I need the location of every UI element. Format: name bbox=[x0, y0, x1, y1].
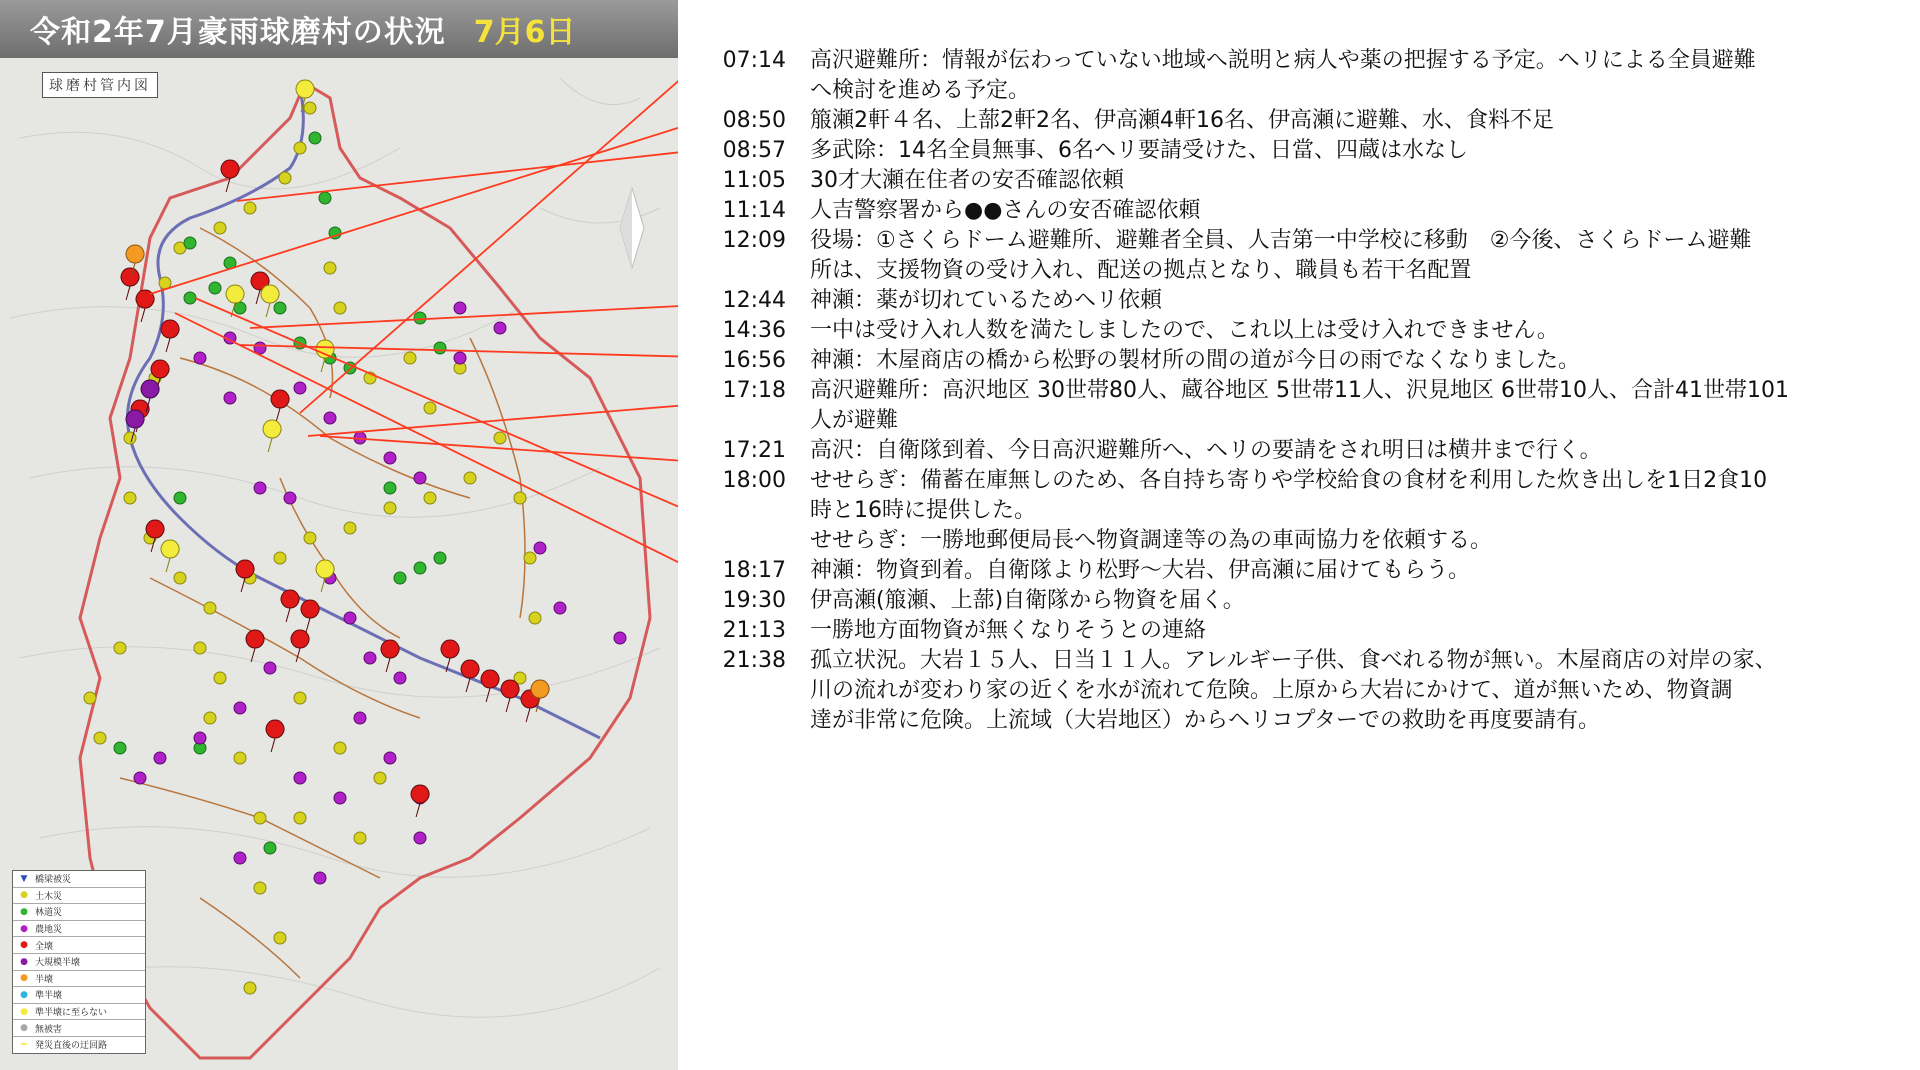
legend-item-label: 全壊 bbox=[35, 941, 54, 952]
log-entry bbox=[700, 286, 1910, 316]
legend-item bbox=[13, 987, 145, 1004]
log-entry-text: 神瀬：木屋商店の橋から松野の製材所の間の道が今日の雨でなくなりました。 bbox=[810, 348, 1581, 373]
blue-triangle-icon: ▼ bbox=[20, 873, 28, 884]
log-entry-time: 08:57 bbox=[722, 138, 786, 163]
grey-pin-icon: ● bbox=[20, 1023, 28, 1034]
legend-item bbox=[13, 1004, 145, 1021]
title-bar bbox=[0, 0, 678, 58]
log-entry-text: 役場：①さくらドーム避難所、避難者全員、人吉第一中学校に移動 ②今後、さくらドーム避難 所は、支援物資の受け入れ、配送の拠点となり、職員も若干名配置 bbox=[810, 228, 1752, 283]
log-entry bbox=[700, 46, 1910, 106]
log-entry-time: 07:14 bbox=[722, 48, 786, 73]
legend-item-label: 林道災 bbox=[35, 908, 63, 919]
orange-pin-icon: ● bbox=[20, 973, 28, 984]
village-boundary bbox=[80, 83, 650, 1058]
log-entry-time: 11:14 bbox=[722, 198, 786, 223]
log-entry-text: 孤立状況。大岩１５人、日当１１人。アレルギー子供、食べれる物が無い。木屋商店の対岸の家、 川の流れが変わり家の近くを水が流れて危険。上原から大岩にかけて、道が無いため、物資調 達が非常に危険。上流域（大岩地区）からヘリコプターでの救助を再度要請有。 bbox=[810, 648, 1777, 733]
log-entry bbox=[700, 106, 1910, 136]
log-entry-time: 17:18 bbox=[722, 378, 786, 403]
log-entry-time: 12:09 bbox=[722, 228, 786, 253]
log-entry-text: 一勝地方面物資が無くなりそうとの連絡 bbox=[810, 618, 1207, 643]
log-entry-text: 神瀬：薬が切れているためヘリ依頼 bbox=[810, 288, 1163, 313]
pins-orange bbox=[126, 245, 549, 712]
log-entry-text: 一中は受け入れ人数を満たしましたので、これ以上は受け入れできません。 bbox=[810, 318, 1559, 343]
activity-log bbox=[700, 46, 1910, 736]
red-pin-icon: ● bbox=[20, 940, 28, 951]
legend-item-label: 農地災 bbox=[35, 925, 63, 936]
yellow-dot-icon: ● bbox=[20, 890, 28, 901]
legend-item bbox=[13, 1037, 145, 1053]
log-entry-time: 21:38 bbox=[722, 648, 786, 673]
legend-item bbox=[13, 937, 145, 954]
kuma-river bbox=[128, 88, 601, 738]
dots-purple bbox=[134, 302, 626, 884]
log-entry-text: 伊高瀬(箙瀬、上蔀)自衛隊から物資を届く。 bbox=[810, 588, 1245, 613]
log-entry-text: 神瀬：物資到着。自衛隊より松野～大岩、伊高瀬に届けてもらう。 bbox=[810, 558, 1471, 583]
legend-item bbox=[13, 871, 145, 888]
log-entry bbox=[700, 136, 1910, 166]
log-entry bbox=[700, 226, 1910, 286]
log-entry bbox=[700, 316, 1910, 346]
purple-dot-icon: ● bbox=[20, 923, 28, 934]
log-entry bbox=[700, 556, 1910, 586]
log-entry-time: 11:05 bbox=[722, 168, 786, 193]
log-entry-time bbox=[700, 526, 810, 556]
legend-item bbox=[13, 954, 145, 971]
log-entry-text: せせらぎ：一勝地郵便局長へ物資調達等の為の車両協力を依頼する。 bbox=[810, 528, 1493, 553]
pins-yellow bbox=[161, 80, 334, 592]
map-title: 令和2年7月豪雨球磨村の状況 bbox=[30, 15, 446, 50]
green-dot-icon: ● bbox=[20, 906, 28, 917]
log-entry-time: 16:56 bbox=[722, 348, 786, 373]
legend bbox=[12, 870, 146, 1054]
yellow-pin-icon: ● bbox=[20, 1006, 28, 1017]
yellow-line-icon: ━ bbox=[21, 1039, 27, 1050]
legend-item-label: 準半壊 bbox=[35, 991, 63, 1002]
log-entry-time: 18:00 bbox=[722, 468, 786, 493]
map-date: 7月6日 bbox=[473, 15, 576, 50]
log-entry bbox=[700, 646, 1910, 736]
legend-item-label: 橋梁被災 bbox=[35, 875, 72, 886]
legend-item-label: 大規模半壊 bbox=[35, 958, 81, 969]
log-entry-time: 18:17 bbox=[722, 558, 786, 583]
legend-item bbox=[13, 971, 145, 988]
log-entry bbox=[700, 616, 1910, 646]
legend-item-label: 半壊 bbox=[35, 974, 54, 985]
log-entry bbox=[700, 166, 1910, 196]
north-arrow-icon bbox=[620, 188, 644, 268]
legend-item-label: 発災直後の迂回路 bbox=[35, 1041, 108, 1052]
log-entry bbox=[700, 466, 1910, 526]
log-entry bbox=[700, 346, 1910, 376]
log-entry-text: 高沢避難所：高沢地区 30世帯80人、蔵谷地区 5世帯11人、沢見地区 6世帯10人、合計41世帯101 人が避難 bbox=[810, 378, 1789, 433]
log-entry-time: 21:13 bbox=[722, 618, 786, 643]
purple-pin-icon: ● bbox=[20, 956, 28, 967]
log-entry bbox=[700, 586, 1910, 616]
log-entry bbox=[700, 526, 1910, 556]
legend-item bbox=[13, 888, 145, 905]
log-entry bbox=[700, 376, 1910, 436]
legend-item-label: 準半壊に至らない bbox=[35, 1008, 108, 1019]
log-entry bbox=[700, 196, 1910, 226]
log-entry bbox=[700, 436, 1910, 466]
map-label: 球磨村管内図 bbox=[42, 72, 158, 98]
log-entry-text: 高沢避難所：情報が伝わっていない地域へ説明と病人や薬の把握する予定。ヘリによる全員避難 へ検討を進める予定。 bbox=[810, 48, 1756, 103]
log-entry-time: 19:30 bbox=[722, 588, 786, 613]
log-entry-time: 08:50 bbox=[722, 108, 786, 133]
legend-item-label: 無被害 bbox=[35, 1024, 63, 1035]
log-entry-time: 17:21 bbox=[722, 438, 786, 463]
log-entry-time: 12:44 bbox=[722, 288, 786, 313]
log-entry-text: 多武除：14名全員無事、6名ヘリ要請受けた、日當、四蔵は水なし bbox=[810, 138, 1468, 163]
legend-item bbox=[13, 921, 145, 938]
legend-item bbox=[13, 904, 145, 921]
log-entry-time: 14:36 bbox=[722, 318, 786, 343]
legend-item bbox=[13, 1020, 145, 1037]
log-entry-text: 高沢：自衛隊到着、今日高沢避難所へ、ヘリの要請をされ明日は横井まで行く。 bbox=[810, 438, 1602, 463]
log-entry-text: 人吉警察署から●●さんの安否確認依頼 bbox=[810, 198, 1201, 223]
map-area bbox=[0, 58, 678, 1070]
log-entry-text: 30才大瀬在住者の安否確認依頼 bbox=[810, 168, 1124, 193]
cyan-pin-icon: ● bbox=[20, 989, 28, 1000]
log-entry-text: 箙瀬2軒４名、上蔀2軒2名、伊高瀬4軒16名、伊高瀬に避難、水、食料不足 bbox=[810, 108, 1554, 133]
log-entry-text: せせらぎ：備蓄在庫無しのため、各自持ち寄りや学校給食の食材を利用した炊き出しを1日2食10 時と16時に提供した。 bbox=[810, 468, 1768, 523]
legend-item-label: 土木災 bbox=[35, 891, 63, 902]
